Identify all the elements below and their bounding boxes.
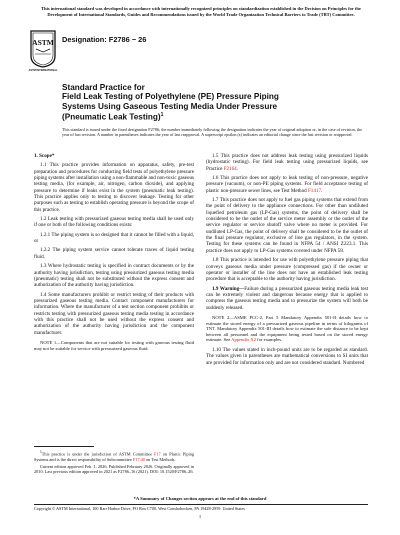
subcommittee-link[interactable]: F17.40 bbox=[132, 456, 145, 462]
title-line: Systems Using Gaseous Testing Media Under Pressure bbox=[62, 101, 278, 111]
note-2: NOTE 2—ASME PCC-2, Part 5 Mandatory Appendix 501-II details how to estimate the stored energy of a pressurized gaseous pipeline in terms of kilograms of TNT. Mandatory Appendix 501-III details how to estimate the safe distance to be kept between all personnel and the equipment being tested based on the stored energy estimate. See Appendix X2 for examples. bbox=[206, 314, 368, 343]
left-column bbox=[34, 153, 194, 351]
copyright-notice: Copyright © ASTM International, 100 Barr Harbor Drive, PO Box C700, West Conshohocken, PA 19428-2959. United States bbox=[34, 506, 245, 511]
appendix-x2-link[interactable]: Appendix X2 bbox=[231, 337, 257, 343]
designation: Designation: F2786 − 26 bbox=[62, 35, 147, 44]
astm-logo bbox=[28, 30, 58, 72]
paragraph-1-2-2: 1.2.2 The piping system service cannot tolerate traces of liquid testing fluid. bbox=[34, 247, 194, 260]
footer-divider bbox=[34, 504, 368, 505]
footnote-edition: Current edition approved Feb. 1, 2026. Published February 2026. Originally approved in 2010. Last previous edition approved in 2021 as F2786–16 (2021). DOI: 10.1520/F2786–26. bbox=[34, 464, 194, 475]
paragraph-1-7: 1.7 This practice does not apply to fuel gas piping systems that extend from the point of delivery to the appliance connections. For other than undiluted liquefied petroleum gas (LP-Gas) systems, the point of delivery shall be considered to be the outlet of the service meter assembly or the outlet of the service regulator or service shutoff valve where no meter is provided. For undiluted LP-Gas, the point of delivery shall be considered to be the outlet of the final pressure regulator, exclusive of line gas regulators, in the system. Testing for these systems can be found in NFPA 54 / ANSI Z223.1. This practice does not apply to LP-Gas systems covered under NFPA 58. bbox=[206, 197, 368, 254]
document-title bbox=[62, 83, 362, 122]
warning-label: 1.9 Warning— bbox=[212, 285, 245, 292]
section-heading: 1. Scope* bbox=[34, 153, 55, 159]
title-line: (Pneumatic Leak Testing)$^1$ bbox=[62, 112, 164, 122]
svg-text:ASTM: ASTM bbox=[32, 38, 54, 47]
paragraph-1-5: 1.5 This practice does not address leak testing using pressurized liquids (hydrostatic testing). For field leak testing using pressurized liquids, see Practice F2164. bbox=[206, 153, 368, 172]
paragraph-1-1: 1.1 This practice provides information on apparatus, safety, pre-test preparation and procedures for conducting field tests of polyethylene pressure piping systems after installation using a non-flammable and non-toxic gaseous testing media, (for example, air, nitrogen, carbon dioxide), and applying pressure to determine if leaks exist in the system (pneumatic leak testing). This practice applies only to testing to discover leakage. Testing for other purposes such as testing to establish operating pressure is beyond the scope of this practice. bbox=[34, 162, 194, 213]
footnote-divider bbox=[34, 446, 94, 447]
paragraph-1-3: 1.3 Where hydrostatic testing is specified in contract documents or by the authority having jurisdiction, testing using pressurized gaseous testing media (pneumatic) testing shall not be substituted without the express consent and authorization of the authority having jurisdiction. bbox=[34, 263, 194, 289]
title-line: Field Leak Testing of Polyethylene (PE) Pressure Piping bbox=[62, 92, 279, 102]
practice-f2164-link[interactable]: F2164 bbox=[223, 165, 237, 172]
paragraph-1-9: 1.9 Warning—Failure during a pressurized gaseous testing media leak test can be extremely violent and dangerous because energy that is applied to compress the gaseous testing media and to pressurize the system will both be suddenly released. bbox=[206, 285, 368, 311]
summary-of-changes-note: *A Summary of Changes section appears at the end of this standard bbox=[133, 496, 267, 501]
committee-link[interactable]: F17 bbox=[153, 451, 161, 457]
issuance-note: This standard is issued under the fixed designation F2786; the number immediately following the designation indicates the year of original adoption or, in the case of revision, the year of last revision. A number in parentheses indicates the year of last reapproval. A superscript epsilon (ε) indicates an editorial change since the last revision or reapproval. bbox=[62, 127, 362, 138]
paragraph-1-6: 1.6 This practice does not apply to leak testing of non-pressure, negative pressure (vacuum), or non-PE piping systems. For field acceptance testing of plastic non-pressure sewer lines, see Test Method F1417. bbox=[206, 175, 368, 194]
note-1: NOTE 1—Components that are not suitable for testing with gaseous testing fluid may not be suitable for service with pressurized gaseous fluid. bbox=[34, 339, 194, 351]
title-line: Standard Practice for bbox=[62, 83, 145, 92]
title-footnote-mark: 1 bbox=[160, 112, 164, 119]
page-number: 1 bbox=[198, 514, 202, 519]
footnotes bbox=[34, 450, 194, 475]
paragraph-1-8: 1.8 This practice is intended for use with polyethylene pressure piping that conveys gaseous media under pressure (compressed gas) if the owner or operator or installer of the line does not have an established leak testing procedure that is acceptable to the authority having jurisdiction. bbox=[206, 257, 368, 283]
astm-logo-icon bbox=[30, 30, 56, 68]
paragraph-1-2: 1.2 Leak testing with pressurized gaseous testing media shall be used only if one or both of the following conditions exists: bbox=[34, 216, 194, 229]
top-notice: This international standard was developed in accordance with internationally recognized principles on standardization established in the Decision on Principles for the Development of International Standards, Guides and Recommendations issued by the World Trade Organization Technical Barriers to Trade (TBT) Committee. bbox=[41, 6, 361, 17]
right-column bbox=[206, 153, 368, 366]
paragraph-1-4: 1.4 Some manufacturers prohibit or restrict testing of their products with pressurized gaseous testing media. Contact component manufacturers for information. Where the manufacturer of a test section component prohibits or restricts testing with pressurized gaseous testing media testing in accordance with this practice shall not be used without the express consent and authorization of the authority having jurisdiction and the component manufacturer. bbox=[34, 291, 194, 336]
paragraph-1-10: 1.10 The values stated in inch-pound units are to be regarded as standard. The values given in parentheses are mathematical conversions to SI units that are provided for information only and are not considered standard. Numbered bbox=[206, 346, 368, 366]
logo-text: ASTM INTERNATIONAL bbox=[28, 69, 58, 72]
paragraph-1-2-1: 1.2.1 The piping system is so designed that it cannot be filled with a liquid, or bbox=[34, 231, 194, 245]
footnote-1: $^1$This practice is under the jurisdiction of ASTM Committee F17 on Plastic Piping Systems and is the direct responsibility of Subcommittee F17.40 on Test Methods. bbox=[34, 450, 194, 462]
test-method-f1417-link[interactable]: F1417 bbox=[307, 187, 321, 194]
